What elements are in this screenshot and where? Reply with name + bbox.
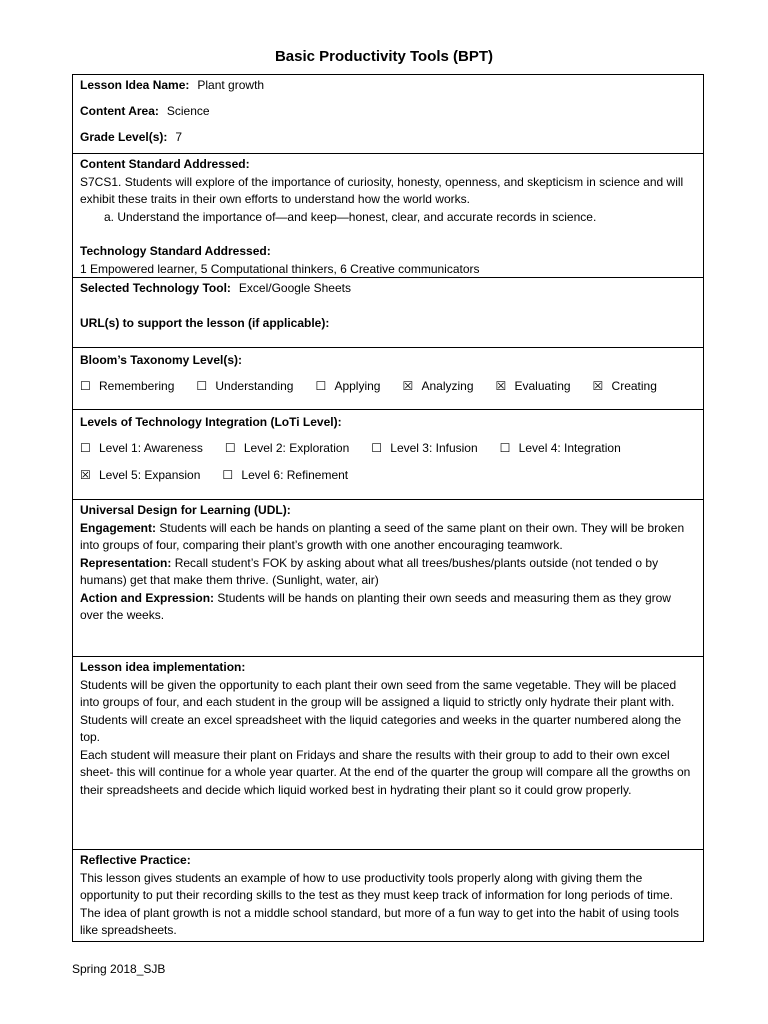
engagement-text: Students will each be hands on planting a seed of the same plant on their own. They will be broken into groups of four, comparing their plant’s growth with one another encouraging teamwork. <box>80 520 685 552</box>
blooms-label: Bloom’s Taxonomy Level(s): <box>80 353 243 367</box>
tool-row <box>80 280 696 298</box>
tool-label: Selected Technology Tool: <box>80 281 231 295</box>
option-label: Evaluating <box>514 378 571 393</box>
action-text: Students will be hands on planting their own seeds and measuring them as they grow over the weeks. <box>80 590 671 622</box>
checkbox-icon[interactable]: ☐ <box>196 378 208 393</box>
checked-box-icon[interactable]: ☒ <box>402 378 414 393</box>
lesson-info-section <box>73 75 703 154</box>
blooms-option-creating[interactable] <box>593 378 657 396</box>
option-label: Level 4: Integration <box>518 440 621 455</box>
blooms-checkbox-row <box>80 378 696 396</box>
udl-section <box>73 500 703 657</box>
tool-section <box>73 278 703 348</box>
checkbox-icon[interactable]: ☐ <box>80 440 91 455</box>
option-label: Creating <box>611 378 657 393</box>
content-area-label: Content Area: <box>80 104 159 118</box>
grade-level-value: 7 <box>175 130 183 144</box>
option-label: Level 1: Awareness <box>99 440 203 455</box>
checked-box-icon[interactable]: ☒ <box>592 378 604 393</box>
blooms-option-analyzing[interactable] <box>402 378 473 396</box>
loti-label: Levels of Technology Integration (LoTi Level): <box>80 415 342 429</box>
reflective-section <box>73 850 703 941</box>
action-label: Action and Expression: <box>80 590 215 605</box>
option-label: Level 2: Exploration <box>243 440 350 455</box>
grade-level-label: Grade Level(s): <box>80 130 168 144</box>
loti-section <box>73 410 703 500</box>
lesson-form <box>72 74 704 942</box>
checked-box-icon[interactable]: ☒ <box>495 378 507 393</box>
representation-label: Representation: <box>80 555 172 570</box>
lesson-name-value: Plant growth <box>197 78 265 92</box>
page-footer: Spring 2018_SJB <box>72 962 166 976</box>
checkbox-icon[interactable]: ☐ <box>371 440 383 455</box>
engagement-label: Engagement: <box>80 520 157 535</box>
implementation-text-1: Students will be given the opportunity to each plant their own seed from the same vegetable. They will be placed into groups of four, and each student in the group will be assigned a liquid to strictly only hydrate their plant with. Students will create an excel spreadsheet with the liquid categories and weeks in the quarter numbered along the top. <box>80 677 682 744</box>
content-standard-sub: a. Understand the importance of—and keep—honest, clear, and accurate records in science. <box>104 209 597 224</box>
udl-representation <box>80 555 696 590</box>
loti-checkbox-row-1 <box>80 440 696 458</box>
loti-option-6[interactable] <box>222 467 348 485</box>
blooms-section <box>73 348 703 410</box>
option-label: Remembering <box>99 378 175 393</box>
implementation-section <box>73 657 703 850</box>
loti-option-4[interactable] <box>500 440 621 458</box>
reflective-text: This lesson gives students an example of how to use productivity tools properly along with giving them the opportunity to put their recording skills to the test as they must keep track of information for long periods of time. The idea of plant growth is not a middle school standard, but more of a fun way to get into the habit of using tools like spreadsheets. <box>80 870 680 937</box>
tech-standard-label: Technology Standard Addressed: <box>80 244 271 258</box>
checkbox-icon[interactable]: ☐ <box>499 440 511 455</box>
checked-box-icon[interactable]: ☒ <box>80 468 91 482</box>
blooms-option-remembering[interactable] <box>80 378 174 396</box>
option-label: Analyzing <box>421 378 474 393</box>
loti-checkbox-row-2 <box>80 467 696 485</box>
grade-level-row <box>80 129 696 147</box>
checkbox-icon[interactable]: ☐ <box>222 468 234 482</box>
content-standard-label: Content Standard Addressed: <box>80 157 250 171</box>
checkbox-icon[interactable]: ☐ <box>80 378 91 393</box>
lesson-name-row <box>80 77 696 103</box>
lesson-name-label: Lesson Idea Name: <box>80 78 190 92</box>
udl-label: Universal Design for Learning (UDL): <box>80 503 291 517</box>
tool-value: Excel/Google Sheets <box>238 281 351 295</box>
loti-option-5[interactable] <box>80 467 200 485</box>
implementation-text-2: Each student will measure their plant on Fridays and share the results with their group to add to their own excel sheet- this will continue for a whole year quarter. At the end of the quarter the group will compare all the growths on their spreadsheets and decide which liquid worked best in hydrating their plant so it could grow properly. <box>80 747 691 797</box>
blooms-option-understanding[interactable] <box>196 378 293 396</box>
option-label: Applying <box>334 378 381 393</box>
udl-engagement <box>80 520 696 555</box>
option-label: Understanding <box>215 378 294 393</box>
loti-option-2[interactable] <box>225 440 349 458</box>
loti-option-1[interactable] <box>80 440 203 458</box>
reflective-label: Reflective Practice: <box>80 853 191 867</box>
blooms-option-applying[interactable] <box>315 378 380 396</box>
option-label: Level 5: Expansion <box>99 468 201 482</box>
content-area-value: Science <box>166 104 210 118</box>
representation-text: Recall student’s FOK by asking about what all trees/bushes/plants outside (not tended o by humans) get that make them thrive. (Sunlight, water, air) <box>80 555 659 587</box>
loti-option-3[interactable] <box>371 440 477 458</box>
udl-action <box>80 590 696 625</box>
tech-standard-text: 1 Empowered learner, 5 Computational thinkers, 6 Creative communicators <box>80 261 480 276</box>
page-title: Basic Productivity Tools (BPT) <box>274 48 494 65</box>
standards-section <box>73 154 703 278</box>
url-label: URL(s) to support the lesson (if applicable): <box>80 315 330 330</box>
implementation-label: Lesson idea implementation: <box>80 660 246 674</box>
content-area-row <box>80 103 696 129</box>
option-label: Level 3: Infusion <box>390 440 478 455</box>
checkbox-icon[interactable]: ☐ <box>224 440 236 455</box>
checkbox-icon[interactable]: ☐ <box>315 378 327 393</box>
option-label: Level 6: Refinement <box>241 468 349 482</box>
blooms-option-evaluating[interactable] <box>496 378 571 396</box>
content-standard-text: S7CS1. Students will explore of the importance of curiosity, honesty, openness, and skepticism in science and will exhibit these traits in their own efforts to understand how the world works. <box>80 174 684 206</box>
